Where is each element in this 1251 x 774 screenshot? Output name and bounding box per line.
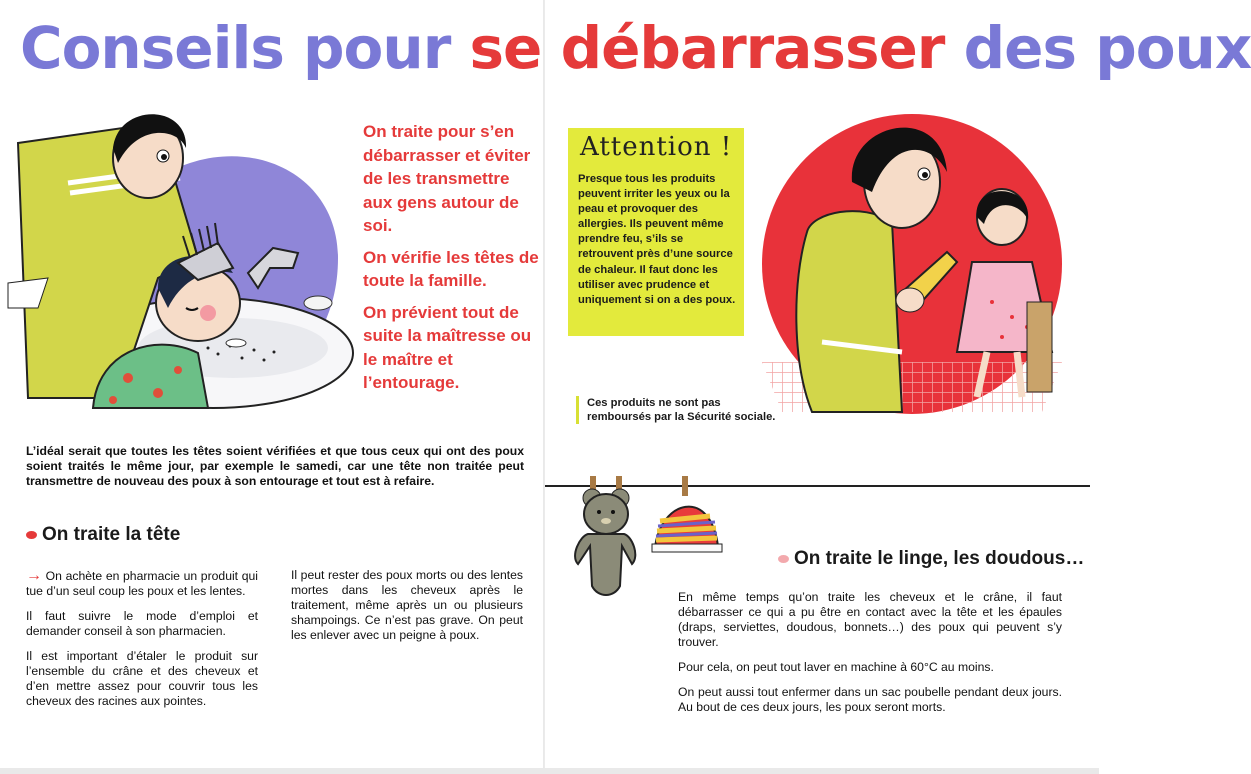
head-treatment-column-1 xyxy=(26,568,258,719)
section-heading-head-label: On traite la tête xyxy=(42,524,181,545)
attention-box xyxy=(568,128,744,336)
page-title xyxy=(20,14,1251,94)
head-treatment-paragraph-1 xyxy=(26,568,258,599)
intro-highlight-1: On traite pour s’en débarrasser et éviter de les transmettre aux gens autour de soi. xyxy=(363,122,531,235)
title-part-1: Conseils pour xyxy=(20,14,451,82)
section-heading-laundry xyxy=(778,548,1084,570)
title-part-3: des poux xyxy=(963,14,1251,82)
teddy-and-hat-illustration xyxy=(570,476,730,606)
laundry-paragraph-3: On peut aussi tout enfermer dans un sac poubelle pendant deux jours. Au bout de ces deux jours, les poux seront morts. xyxy=(678,685,1062,714)
page-bottom-edge xyxy=(0,768,1099,774)
head-treatment-paragraph-1-text: On achète en pharmacie un produit qui tue d’un seul coup les poux et les lentes. xyxy=(26,569,258,598)
bullet-dot-icon xyxy=(778,555,789,563)
attention-title: Attention ! xyxy=(580,132,733,162)
title-part-2: se débarrasser xyxy=(469,14,945,82)
laundry-paragraph-1: En même temps qu’on traite les cheveux et le crâne, il faut débarrasser ce qui a pu être en contact avec la tête et les épaules (draps, serviettes, doudous, bonnets…) des poux qui peuvent s’y trouver. xyxy=(678,590,1062,649)
laundry-column xyxy=(678,590,1062,725)
section-heading-head xyxy=(26,524,180,546)
attention-text: Presque tous les produits peuvent irriter les yeux ou la peau et provoquer des allergies. Ils peuvent même prendre feu, s’ils se retrouvent près d’une source de chaleur. Il faut donc les utiliser avec prudence et uniquement si on a des poux. xyxy=(578,173,736,306)
mother-bottle-illustration xyxy=(752,112,1072,417)
section-heading-laundry-label: On traite le linge, les doudous… xyxy=(794,548,1085,569)
intro-highlights xyxy=(363,120,543,403)
head-treatment-paragraph-3: Il est important d’étaler le produit sur l’ensemble du crâne et des cheveux et d’en mettre assez pour couvrir tous les cheveux des racines aux pointes. xyxy=(26,649,258,708)
hair-washing-illustration xyxy=(8,108,358,413)
head-treatment-column-2 xyxy=(291,568,523,653)
laundry-paragraph-2: Pour cela, on peut tout laver en machine à 60°C au moins. xyxy=(678,660,994,674)
head-treatment-paragraph-4: Il peut rester des poux morts ou des lentes mortes dans les cheveux après le traitement, même après un ou plusieurs shampoings. Ce n’est pas grave. On peut les enlever avec un peigne à poux. xyxy=(291,568,523,642)
reimbursement-note: Ces produits ne sont pas remboursés par la Sécurité sociale. xyxy=(576,396,787,424)
intro-paragraph: L’idéal serait que toutes les têtes soient vérifiées et que tous ceux qui ont des poux soient traités le même jour, par exemple le samedi, car une tête non traitée peut transmettre de nouveau des poux à son entourage et tout est à refaire. xyxy=(26,444,524,488)
intro-highlight-3: On prévient tout de suite la maîtresse ou le maître et l’entourage. xyxy=(363,302,532,392)
arrow-right-icon: → xyxy=(26,567,42,584)
head-treatment-paragraph-2: Il faut suivre le mode d’emploi et demander conseil à son pharmacien. xyxy=(26,609,258,638)
page-spine xyxy=(543,0,545,774)
bullet-dot-icon xyxy=(26,531,37,539)
intro-highlight-2: On vérifie les têtes de toute la famille. xyxy=(363,247,539,290)
